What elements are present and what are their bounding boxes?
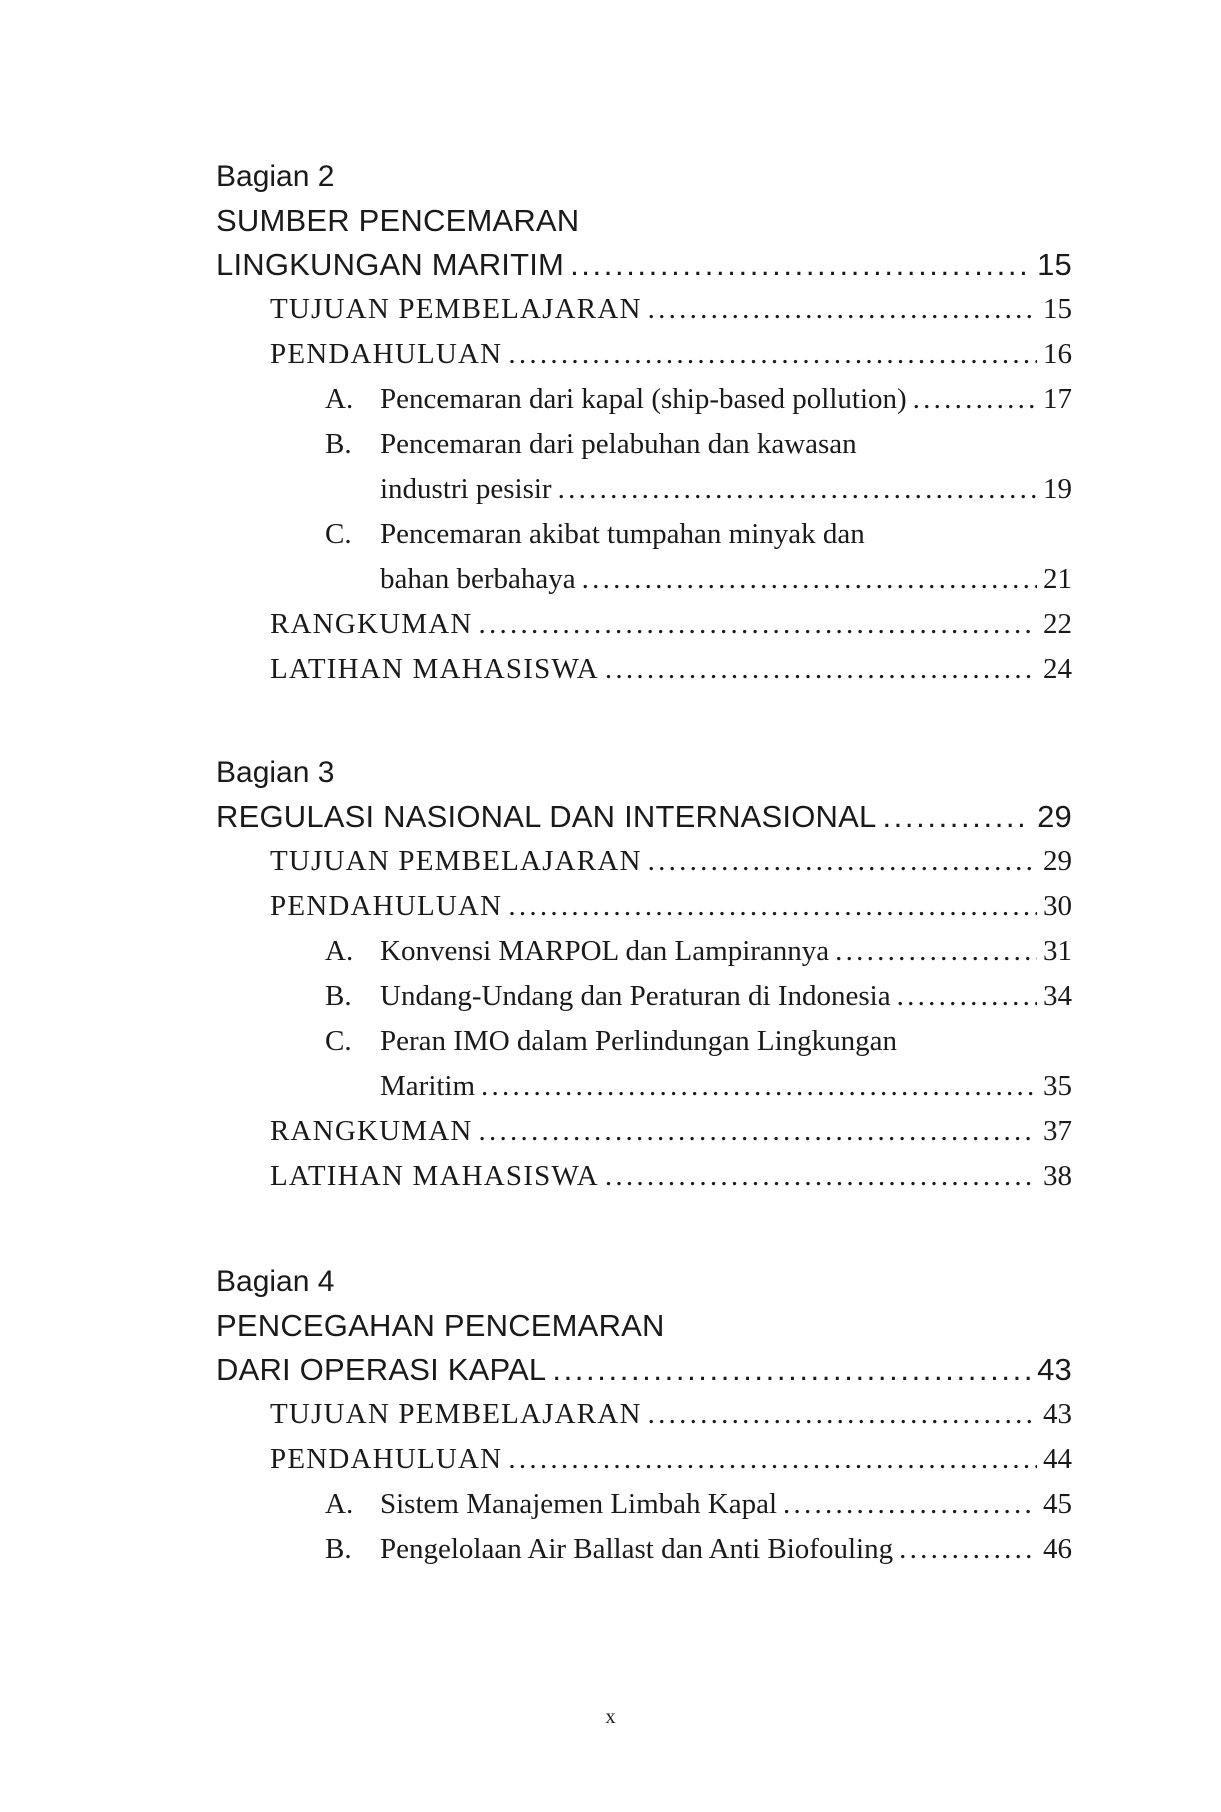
subentry-letter: B. — [325, 1533, 352, 1565]
entry-label: TUJUAN PEMBELAJARAN — [270, 845, 642, 877]
page-ref: 15 — [1043, 293, 1072, 325]
subentry-text: Maritim — [380, 1070, 476, 1102]
entry-label: RANGKUMAN — [270, 608, 473, 640]
page-ref: 16 — [1043, 338, 1072, 370]
toc-part-2 — [216, 155, 1072, 692]
page-ref: 45 — [1043, 1488, 1072, 1520]
subentry-text: bahan berbahaya — [380, 563, 576, 595]
dot-leader — [582, 557, 1037, 602]
dot-leader — [605, 1154, 1037, 1199]
page-ref: 38 — [1043, 1160, 1072, 1192]
dot-leader — [897, 974, 1037, 1019]
page-ref: 22 — [1043, 608, 1072, 640]
toc-subentry[interactable] — [325, 1019, 1072, 1109]
toc-entry[interactable] — [270, 1154, 1072, 1199]
dot-leader — [835, 929, 1037, 974]
toc-subentry[interactable] — [325, 929, 1072, 974]
entry-label: TUJUAN PEMBELAJARAN — [270, 1398, 642, 1430]
entry-label: LATIHAN MAHASISWA — [270, 653, 599, 685]
toc-part-4 — [216, 1260, 1072, 1572]
part-label: Bagian 2 — [216, 160, 335, 193]
entry-label: LATIHAN MAHASISWA — [270, 1160, 599, 1192]
toc-subentry[interactable] — [325, 1482, 1072, 1527]
dot-leader — [552, 1348, 1031, 1392]
toc-subentry[interactable] — [325, 422, 1072, 512]
dot-leader — [882, 795, 1031, 839]
page-ref: 37 — [1043, 1115, 1072, 1147]
entry-label: PENDAHULUAN — [270, 1443, 503, 1475]
dot-leader — [508, 332, 1037, 377]
subentry-text: Konvensi MARPOL dan Lampirannya — [380, 935, 830, 967]
subentry-text: industri pesisir — [380, 473, 552, 505]
part-title-line: LINGKUNGAN MARITIM — [216, 247, 565, 282]
subentry-letter: C. — [325, 1025, 352, 1057]
dot-leader — [783, 1482, 1037, 1527]
toc-entry[interactable] — [270, 1392, 1072, 1437]
subentry-text: Pencemaran dari pelabuhan dan kawasan — [380, 428, 857, 460]
subentry-text: Undang-Undang dan Peraturan di Indonesia — [380, 980, 891, 1012]
toc-subentry[interactable] — [325, 974, 1072, 1019]
dot-leader — [570, 243, 1031, 287]
subentry-text: Sistem Manajemen Limbah Kapal — [380, 1488, 778, 1520]
page-ref: 34 — [1043, 980, 1072, 1012]
toc-entry[interactable] — [270, 884, 1072, 929]
part-label: Bagian 3 — [216, 756, 335, 789]
page-ref: 31 — [1043, 935, 1072, 967]
page-ref: 30 — [1043, 890, 1072, 922]
dot-leader — [481, 1064, 1037, 1109]
dot-leader — [648, 287, 1037, 332]
page-ref: 29 — [1037, 799, 1072, 834]
part-title-line: SUMBER PENCEMARAN — [216, 203, 580, 238]
subentry-letter: A. — [325, 1488, 354, 1520]
dot-leader — [648, 839, 1037, 884]
part-title-line: PENCEGAHAN PENCEMARAN — [216, 1308, 665, 1343]
dot-leader — [479, 602, 1037, 647]
dot-leader — [508, 1437, 1037, 1482]
entry-label: TUJUAN PEMBELAJARAN — [270, 293, 642, 325]
page-ref: 29 — [1043, 845, 1072, 877]
subentry-letter: A. — [325, 935, 354, 967]
page-ref: 46 — [1043, 1533, 1072, 1565]
dot-leader — [508, 884, 1037, 929]
subentry-text: Pencemaran akibat tumpahan minyak dan — [380, 518, 865, 550]
toc-subentry[interactable] — [325, 512, 1072, 602]
toc-part-3 — [216, 751, 1072, 1199]
subentry-text: Pengelolaan Air Ballast dan Anti Biofouling — [380, 1533, 894, 1565]
page-ref: 17 — [1043, 383, 1072, 415]
dot-leader — [605, 647, 1037, 692]
part-title-row[interactable] — [216, 795, 1072, 839]
toc-entry[interactable] — [270, 602, 1072, 647]
toc-entry[interactable] — [270, 1109, 1072, 1154]
dot-leader — [479, 1109, 1037, 1154]
page-ref: 19 — [1043, 473, 1072, 505]
part-title-row[interactable] — [216, 243, 1072, 287]
subentry-text: Pencemaran dari kapal (ship-based pollution) — [380, 383, 907, 415]
dot-leader — [648, 1392, 1037, 1437]
subentry-letter: A. — [325, 383, 354, 415]
page-number: x — [605, 1706, 616, 1728]
entry-label: RANGKUMAN — [270, 1115, 473, 1147]
entry-label: PENDAHULUAN — [270, 338, 503, 370]
page-ref: 43 — [1043, 1398, 1072, 1430]
page-ref: 44 — [1043, 1443, 1072, 1475]
page-ref: 35 — [1043, 1070, 1072, 1102]
toc-entry[interactable] — [270, 839, 1072, 884]
toc-entry[interactable] — [270, 647, 1072, 692]
dot-leader — [558, 467, 1037, 512]
page-ref: 21 — [1043, 563, 1072, 595]
page-ref: 24 — [1043, 653, 1072, 685]
toc-subentry[interactable] — [325, 377, 1072, 422]
toc-subentry[interactable] — [325, 1527, 1072, 1572]
dot-leader — [899, 1527, 1037, 1572]
subentry-letter: C. — [325, 518, 352, 550]
toc-entry[interactable] — [270, 1437, 1072, 1482]
page-ref: 43 — [1037, 1352, 1072, 1387]
dot-leader — [913, 377, 1037, 422]
toc-entry[interactable] — [270, 287, 1072, 332]
subentry-letter: B. — [325, 980, 352, 1012]
toc-entry[interactable] — [270, 332, 1072, 377]
part-title-line: DARI OPERASI KAPAL — [216, 1352, 547, 1387]
subentry-letter: B. — [325, 428, 352, 460]
page-ref: 15 — [1037, 247, 1072, 282]
part-title-line: REGULASI NASIONAL DAN INTERNASIONAL — [216, 799, 877, 834]
entry-label: PENDAHULUAN — [270, 890, 503, 922]
part-label: Bagian 4 — [216, 1265, 335, 1298]
part-title-row[interactable] — [216, 1348, 1072, 1392]
subentry-text: Peran IMO dalam Perlindungan Lingkungan — [380, 1025, 898, 1057]
